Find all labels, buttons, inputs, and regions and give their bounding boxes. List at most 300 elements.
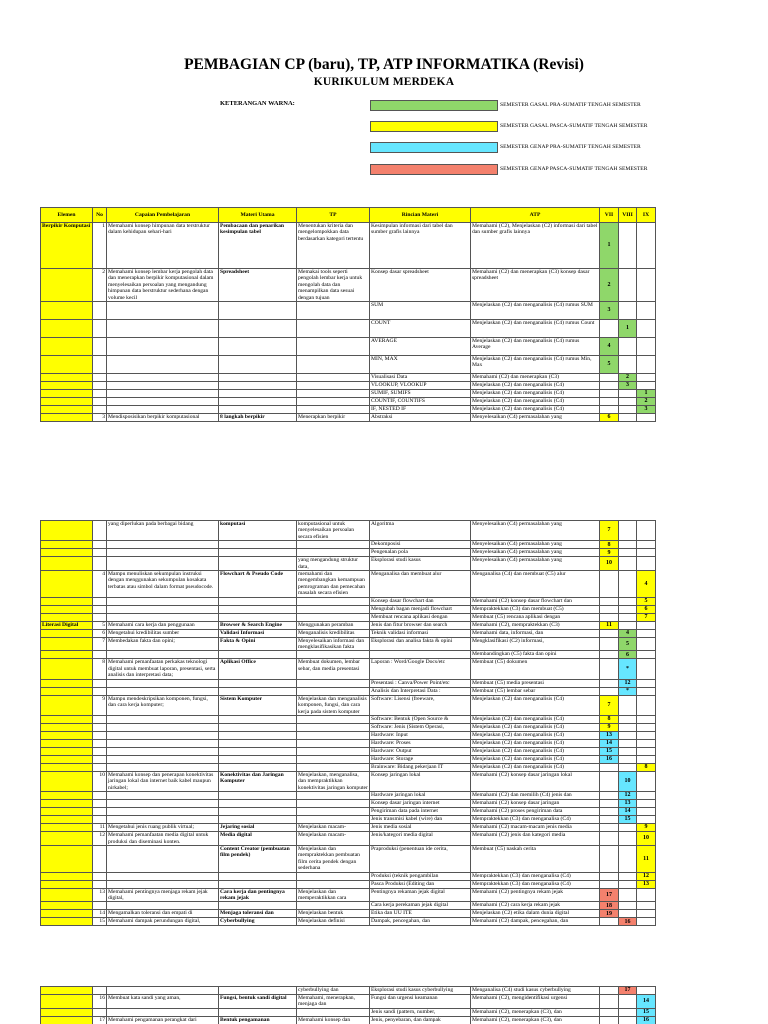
materi-utama-cell: [219, 613, 297, 621]
table-row: [41, 763, 656, 771]
atp-cell: Menjelaskan (C2) dan menganalisis (C4) rumus Average: [471, 338, 600, 356]
no-cell: [93, 872, 107, 880]
table-row: [41, 739, 656, 747]
elemen-cell: [41, 918, 93, 926]
capaian-cell: Memahami cara kerja dan penggunaan: [107, 621, 219, 629]
rincian-cell: Algoritma: [370, 521, 471, 541]
grade-vii-cell: [600, 800, 619, 808]
atp-cell: Menjelaskan (C2) dan menganalisis (C4) rumus Count: [471, 320, 600, 338]
materi-utama-cell: Media digital: [219, 832, 297, 846]
grade-vii-cell: [600, 816, 619, 824]
tp-cell: Membuat dokumen, lembar sebar, dan media presentasi: [297, 659, 370, 679]
no-cell: [93, 679, 107, 687]
grade-viii-cell: 17: [619, 987, 637, 995]
materi-utama-cell: [219, 800, 297, 808]
grade-vii-cell: 9: [600, 549, 619, 557]
rincian-cell: [370, 651, 471, 659]
grade-ix-cell: [637, 549, 656, 557]
tp-cell: [297, 406, 370, 414]
table-row: [41, 771, 656, 791]
grade-viii-cell: [619, 824, 637, 832]
grade-vii-cell: 18: [600, 902, 619, 910]
table-row: [41, 549, 656, 557]
atp-cell: Menjelaskan (C2) dan menganalisis (C4): [471, 398, 600, 406]
atp-cell: Memahami data, informasi, dan: [471, 629, 600, 637]
grade-viii-cell: [619, 731, 637, 739]
tp-cell: Menggunakan peramban: [297, 621, 370, 629]
atp-cell: Menjelaskan (C2) dan menganalisis (C4) rumus SUM: [471, 302, 600, 320]
elemen-cell: [41, 414, 93, 422]
table-row: [41, 637, 656, 651]
column-header: VIII: [619, 208, 637, 223]
grade-vii-cell: [600, 918, 619, 926]
grade-ix-cell: [637, 747, 656, 755]
legend-text: SEMESTER GENAP PASCA-SUMATIF TENGAH SEMESTER: [500, 166, 648, 172]
table-row: [41, 687, 656, 695]
atp-cell: Menjelaskan (C2) dan menganalisis (C4): [471, 390, 600, 398]
no-cell: 6: [93, 629, 107, 637]
materi-utama-cell: [219, 723, 297, 731]
grade-viii-cell: [619, 995, 637, 1009]
no-cell: 5: [93, 621, 107, 629]
column-header: VII: [600, 208, 619, 223]
grade-viii-cell: 4: [619, 629, 637, 637]
capaian-cell: [107, 845, 219, 872]
grade-vii-cell: 17: [600, 888, 619, 902]
grade-ix-cell: 3: [637, 406, 656, 414]
table-row: [41, 755, 656, 763]
rincian-cell: Kesimpulan informasi dari tabel dan sumber grafis lainnya: [370, 223, 471, 269]
elemen-cell: [41, 816, 93, 824]
atp-cell: Memahami (C2), Menjelaskan (C2) informasi dari tabel dan sumber grafis lainnya: [471, 223, 600, 269]
atp-cell: Menyelesaikan (C4) permasalahan yang: [471, 557, 600, 571]
capaian-cell: Memahami pengamanan perangkat dari: [107, 1016, 219, 1024]
tp-cell: [297, 816, 370, 824]
no-cell: [93, 792, 107, 800]
no-cell: [93, 302, 107, 320]
page-subtitle: KURIKULUM MERDEKA: [313, 76, 455, 88]
materi-utama-cell: [219, 880, 297, 888]
grade-viii-cell: [619, 406, 637, 414]
grade-ix-cell: [637, 800, 656, 808]
grade-viii-cell: [619, 414, 637, 422]
rincian-cell: AVERAGE: [370, 338, 471, 356]
grade-ix-cell: [637, 541, 656, 549]
atp-cell: Menjelaskan (C2) dan menganalisis (C4): [471, 763, 600, 771]
no-cell: 9: [93, 695, 107, 715]
table-row: [41, 651, 656, 659]
capaian-cell: Mengetahui kredibilitas sumber: [107, 629, 219, 637]
table-row: [41, 629, 656, 637]
materi-utama-cell: [219, 687, 297, 695]
tp-cell: Menjelaskan dan mempraktekkan pembuatan film cerita pendek dengan sederhana: [297, 845, 370, 872]
atp-cell: Memahami (C2) proses pengiriman data: [471, 808, 600, 816]
table-row: [41, 910, 656, 918]
capaian-cell: [107, 356, 219, 374]
tp-cell: [297, 808, 370, 816]
grade-vii-cell: 5: [600, 356, 619, 374]
table-page-1: [40, 207, 656, 422]
atp-cell: Memahami (C2) macam-macam jenis media: [471, 824, 600, 832]
atp-cell: Mempraktekkan (C3) dan menganalisa (C4): [471, 880, 600, 888]
grade-ix-cell: [637, 910, 656, 918]
grade-ix-cell: 4: [637, 571, 656, 598]
rincian-cell: SUM: [370, 302, 471, 320]
materi-utama-cell: [219, 872, 297, 880]
table-row: [41, 1008, 656, 1016]
grade-vii-cell: [600, 637, 619, 651]
atp-cell: Menjelaskan (C2) etika dalam dunia digital: [471, 910, 600, 918]
atp-cell: Mengklasifikasi (C2) informasi,: [471, 637, 600, 651]
tp-cell: Menjelaskan bentuk: [297, 910, 370, 918]
materi-utama-cell: [219, 302, 297, 320]
materi-utama-cell: [219, 679, 297, 687]
no-cell: 7: [93, 637, 107, 651]
elemen-cell: [41, 800, 93, 808]
no-cell: [93, 597, 107, 605]
no-cell: 14: [93, 910, 107, 918]
atp-cell: Memahami (C2) dampak, pencegahan, dan: [471, 918, 600, 926]
rincian-cell: Teknik validasi informasi: [370, 629, 471, 637]
elemen-cell: [41, 679, 93, 687]
tp-cell: Memahami, menerapkan, menjaga dan: [297, 995, 370, 1009]
elemen-cell: [41, 824, 93, 832]
capaian-cell: Memahami dampak perundungan digital,: [107, 918, 219, 926]
table-row: [41, 902, 656, 910]
grade-ix-cell: 1: [637, 390, 656, 398]
grade-vii-cell: [600, 880, 619, 888]
table-row: [41, 918, 656, 926]
no-cell: [93, 390, 107, 398]
grade-ix-cell: [637, 687, 656, 695]
no-cell: [93, 763, 107, 771]
rincian-cell: Eksplorasi studi kasus: [370, 557, 471, 571]
rincian-cell: Brainware: Bidang pekerjaan IT: [370, 763, 471, 771]
tp-cell: Menganalisis kredibilitas: [297, 629, 370, 637]
rincian-cell: COUNT: [370, 320, 471, 338]
rincian-cell: Hardware: Storage: [370, 755, 471, 763]
table-row: [41, 390, 656, 398]
grade-ix-cell: [637, 659, 656, 679]
materi-utama-cell: [219, 390, 297, 398]
legend-text: SEMESTER GASAL PASCA-SUMATIF TENGAH SEMESTER: [500, 123, 648, 129]
table-row: [41, 613, 656, 621]
grade-vii-cell: [600, 605, 619, 613]
rincian-cell: Konsep dasar spreadsheet: [370, 269, 471, 302]
rincian-cell: Jenis/kategori media digital: [370, 832, 471, 846]
capaian-cell: [107, 374, 219, 382]
grade-ix-cell: [637, 695, 656, 715]
elemen-cell: [41, 845, 93, 872]
capaian-cell: [107, 739, 219, 747]
grade-ix-cell: [637, 792, 656, 800]
tp-cell: [297, 872, 370, 880]
materi-utama-cell: Bentuk pengamanan: [219, 1016, 297, 1024]
grade-viii-cell: 15: [619, 816, 637, 824]
table-row: [41, 621, 656, 629]
atp-cell: Memahami (C2), mempraktekkan (C3): [471, 621, 600, 629]
elemen-cell: [41, 902, 93, 910]
table-row: [41, 557, 656, 571]
elemen-cell: [41, 1008, 93, 1016]
capaian-cell: [107, 731, 219, 739]
elemen-cell: [41, 731, 93, 739]
elemen-cell: [41, 269, 93, 302]
grade-ix-cell: [637, 356, 656, 374]
capaian-cell: Memahami konsep himpunan data terstruktur dalam kehidupan sehari-hari: [107, 223, 219, 269]
grade-viii-cell: 6: [619, 651, 637, 659]
no-cell: [93, 880, 107, 888]
materi-utama-cell: [219, 731, 297, 739]
grade-vii-cell: [600, 845, 619, 872]
table-row: [41, 995, 656, 1009]
elemen-cell: [41, 613, 93, 621]
elemen-cell: [41, 320, 93, 338]
atp-cell: Mempraktekkan (C3) dan membuat (C5): [471, 605, 600, 613]
rincian-cell: IF, NESTED IF: [370, 406, 471, 414]
grade-viii-cell: [619, 845, 637, 872]
rincian-cell: Pengiriman data pada internet: [370, 808, 471, 816]
rincian-cell: Mengubah bagan menjadi flowchart: [370, 605, 471, 613]
grade-viii-cell: 1: [619, 320, 637, 338]
column-header: Rincian Materi: [370, 208, 471, 223]
grade-vii-cell: 7: [600, 521, 619, 541]
legend-label: KETERANGAN WARNA:: [220, 100, 295, 107]
grade-ix-cell: [637, 338, 656, 356]
materi-utama-cell: [219, 338, 297, 356]
grade-viii-cell: 2: [619, 374, 637, 382]
rincian-cell: Hardware: Proses: [370, 739, 471, 747]
grade-viii-cell: [619, 880, 637, 888]
grade-viii-cell: 14: [619, 808, 637, 816]
elemen-cell: [41, 723, 93, 731]
atp-cell: Menganalisa (C4) studi kasus cyberbullying: [471, 987, 600, 995]
grade-viii-cell: [619, 223, 637, 269]
grade-vii-cell: 14: [600, 739, 619, 747]
grade-vii-cell: [600, 987, 619, 995]
tp-cell: yang mengandung struktur data,: [297, 557, 370, 571]
column-header: Elemen: [41, 208, 93, 223]
grade-ix-cell: 7: [637, 613, 656, 621]
elemen-cell: [41, 382, 93, 390]
capaian-cell: [107, 763, 219, 771]
no-cell: [93, 398, 107, 406]
tp-cell: [297, 800, 370, 808]
capaian-cell: Membuat kata sandi yang aman,: [107, 995, 219, 1009]
no-cell: [93, 755, 107, 763]
rincian-cell: Etika dan UU ITE: [370, 910, 471, 918]
grade-viii-cell: *: [619, 659, 637, 679]
materi-utama-cell: Menjaga toleransi dan: [219, 910, 297, 918]
atp-cell: Menjelaskan (C2) dan menganalisis (C4): [471, 739, 600, 747]
materi-utama-cell: 8 langkah berpikir: [219, 414, 297, 422]
grade-viii-cell: [619, 739, 637, 747]
grade-ix-cell: 2: [637, 398, 656, 406]
table-row: [41, 571, 656, 598]
elemen-cell: [41, 659, 93, 679]
rincian-cell: Software: Jenis (Sistem Operasi,: [370, 723, 471, 731]
atp-cell: Membuat (C5) rencana aplikasi dengan: [471, 613, 600, 621]
grade-vii-cell: 19: [600, 910, 619, 918]
materi-utama-cell: [219, 356, 297, 374]
grade-vii-cell: [600, 995, 619, 1009]
no-cell: [93, 406, 107, 414]
grade-ix-cell: [637, 816, 656, 824]
no-cell: [93, 320, 107, 338]
tp-cell: [297, 390, 370, 398]
tp-cell: Menjelaskan macam-: [297, 832, 370, 846]
column-header: TP: [297, 208, 370, 223]
materi-utama-cell: [219, 747, 297, 755]
elemen-cell: [41, 521, 93, 541]
tp-cell: [297, 792, 370, 800]
grade-viii-cell: [619, 338, 637, 356]
elemen-cell: [41, 302, 93, 320]
elemen-cell: [41, 390, 93, 398]
grade-ix-cell: [637, 715, 656, 723]
materi-utama-cell: [219, 763, 297, 771]
tp-cell: [297, 338, 370, 356]
no-cell: [93, 338, 107, 356]
table-row: [41, 605, 656, 613]
rincian-cell: Menganalisa dan membuat alur: [370, 571, 471, 598]
capaian-cell: Mengetahui jenis ruang publik virtual;: [107, 824, 219, 832]
table-row: [41, 269, 656, 302]
atp-cell: Menyelesaikan (C4) permasalahan yang: [471, 549, 600, 557]
elemen-cell: [41, 398, 93, 406]
materi-utama-cell: [219, 398, 297, 406]
elemen-cell: [41, 995, 93, 1009]
tp-cell: cyberbullying dan: [297, 987, 370, 995]
grade-viii-cell: [619, 621, 637, 629]
rincian-cell: VLOOKUP, VLOOKUP: [370, 382, 471, 390]
grade-vii-cell: 10: [600, 557, 619, 571]
grade-vii-cell: 8: [600, 715, 619, 723]
capaian-cell: [107, 302, 219, 320]
grade-vii-cell: [600, 771, 619, 791]
grade-vii-cell: 6: [600, 414, 619, 422]
atp-cell: Membuat (C5) naskah cerita: [471, 845, 600, 872]
grade-ix-cell: [637, 918, 656, 926]
tp-cell: Menjelaskan macam-: [297, 824, 370, 832]
tp-cell: [297, 382, 370, 390]
atp-cell: Memahami (C2) jenis dan kategori media: [471, 832, 600, 846]
grade-viii-cell: [619, 723, 637, 731]
table-row: [41, 747, 656, 755]
atp-cell: Menjelaskan (C2) dan menganalisis (C4): [471, 695, 600, 715]
rincian-cell: Jenis, penyebaran, dan dampak: [370, 1016, 471, 1024]
grade-vii-cell: 4: [600, 338, 619, 356]
tp-cell: [297, 651, 370, 659]
grade-viii-cell: [619, 541, 637, 549]
tp-cell: memahami dan mengembangkan kemampuan pemrograman dan pemecahan masalah secara efisien: [297, 571, 370, 598]
no-cell: 11: [93, 824, 107, 832]
grade-ix-cell: [637, 755, 656, 763]
no-cell: [93, 845, 107, 872]
grade-vii-cell: [600, 1008, 619, 1016]
materi-utama-cell: Konektivitas dan Jaringan Komputer: [219, 771, 297, 791]
grade-vii-cell: [600, 613, 619, 621]
table-row: [41, 715, 656, 723]
elemen-cell: [41, 880, 93, 888]
grade-ix-cell: [637, 651, 656, 659]
column-header: Materi Utama: [219, 208, 297, 223]
grade-vii-cell: 1: [600, 223, 619, 269]
table-row: [41, 816, 656, 824]
grade-vii-cell: [600, 390, 619, 398]
tp-cell: [297, 320, 370, 338]
grade-ix-cell: 11: [637, 845, 656, 872]
grade-viii-cell: [619, 888, 637, 902]
atp-cell: Memahami (C2), mengidentifikasi urgensi: [471, 995, 600, 1009]
capaian-cell: [107, 651, 219, 659]
no-cell: [93, 1008, 107, 1016]
atp-cell: Memahami (C2) dan menerapkan (C3) konsep dasar spreadsheet: [471, 269, 600, 302]
grade-vii-cell: [600, 651, 619, 659]
grade-vii-cell: 16: [600, 755, 619, 763]
elemen-cell: [41, 747, 93, 755]
materi-utama-cell: [219, 597, 297, 605]
materi-utama-cell: Cyberbullying: [219, 918, 297, 926]
grade-vii-cell: [600, 659, 619, 679]
materi-utama-cell: [219, 541, 297, 549]
tp-cell: Menjelaskan definisi: [297, 918, 370, 926]
table-row: [41, 987, 656, 995]
no-cell: [93, 549, 107, 557]
rincian-cell: Jenis transmisi kabel (wire) dan: [370, 816, 471, 824]
atp-cell: Menjelaskan (C2) dan menganalisis (C4): [471, 755, 600, 763]
grade-ix-cell: 10: [637, 832, 656, 846]
tp-cell: [297, 398, 370, 406]
elemen-cell: [41, 888, 93, 902]
table-row: [41, 808, 656, 816]
tp-cell: [297, 763, 370, 771]
grade-ix-cell: [637, 987, 656, 995]
capaian-cell: Memahami pemanfaatan media digital untuk produksi dan diseminasi konten.: [107, 832, 219, 846]
materi-utama-cell: [219, 816, 297, 824]
rincian-cell: Pengenalan pola: [370, 549, 471, 557]
legend-text: SEMESTER GASAL PRA-SUMATIF TENGAH SEMESTER: [500, 102, 641, 108]
grade-viii-cell: 12: [619, 679, 637, 687]
grade-vii-cell: [600, 792, 619, 800]
grade-vii-cell: [600, 597, 619, 605]
grade-viii-cell: [619, 521, 637, 541]
grade-viii-cell: [619, 755, 637, 763]
atp-cell: Menganalisa (C4) dan membuat (C5) alur: [471, 571, 600, 598]
tp-cell: Menjelaskan dan menganalisis komponen, fungsi, dan cara kerja pada sistem komputer: [297, 695, 370, 715]
grade-vii-cell: [600, 629, 619, 637]
capaian-cell: [107, 1008, 219, 1016]
grade-viii-cell: [619, 910, 637, 918]
table-row: [41, 382, 656, 390]
capaian-cell: [107, 872, 219, 880]
capaian-cell: [107, 557, 219, 571]
elemen-cell: Literasi Digital: [41, 621, 93, 629]
capaian-cell: [107, 816, 219, 824]
atp-cell: Membandingkan (C5) fakta dan opini: [471, 651, 600, 659]
grade-viii-cell: 16: [619, 918, 637, 926]
no-cell: 12: [93, 832, 107, 846]
elemen-cell: [41, 1016, 93, 1024]
grade-vii-cell: 9: [600, 723, 619, 731]
materi-utama-cell: [219, 715, 297, 723]
rincian-cell: Analisis dan Interpretasi Data :: [370, 687, 471, 695]
elemen-cell: [41, 651, 93, 659]
elemen-cell: [41, 356, 93, 374]
rincian-cell: Eksplorasi studi kasus cyberbullying: [370, 987, 471, 995]
elemen-cell: [41, 549, 93, 557]
capaian-cell: [107, 687, 219, 695]
